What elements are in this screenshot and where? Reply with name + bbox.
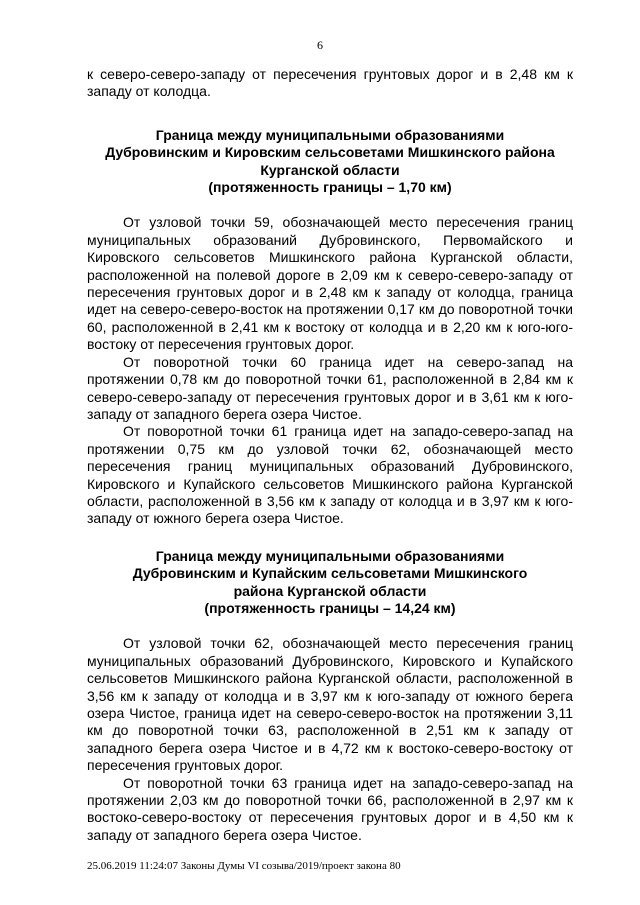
section-1-paragraph-1: От узловой точки 59, обозначающей место пересечения границ муниципальных образований Дубровинского, Первомайского и Кировского сельсоветов Мишкинского района Курганской области, расположенной на полевой дороге в 2,09 км к северо-северо-западу от пересечения грунтовых дорог и в 2,48 км к западу от колодца, граница идет на северо-северо-восток на протяжении 0,17 км до поворотной точки 60, расположенной в 2,41 км к востоку от колодца и в 2,20 км к юго-юго-востоку от пересечения грунтовых дорог. [87,214,573,353]
section-1-heading-line-4: (протяженность границы – 1,70 км) [208,179,452,196]
section-1-heading-line-3: Курганской области [260,161,400,178]
section-2-heading-line-3: района Курганской области [233,582,427,599]
section-2-heading-line-4: (протяженность границы – 14,24 км) [204,599,456,616]
section-1-heading-line-2: Дубровинским и Кировским сельсоветами Мишкинского района [105,144,555,161]
intro-paragraph: к северо-северо-западу от пересечения грунтовых дорог и в 2,48 км к западу от колодца. [87,66,573,100]
section-1-heading [87,127,573,197]
section-1-paragraph-3: От поворотной точки 61 граница идет на западо-северо-запад на протяжении 0,75 км до узловой точки 62, обозначающей место пересечения границ муниципальных образований Дубровинского, Кировского и Купайского сельсоветов Мишкинского района Курганской области, расположенной в 3,56 км к западу от колодца и в 3,97 км к юго-западу от южного берега озера Чистое. [87,423,573,527]
section-2-paragraph-1: От узловой точки 62, обозначающей место пересечения границ муниципальных образований Дубровинского, Кировского и Купайского сельсоветов Мишкинского района Курганской области, расположенной в 3,56 км к западу от колодца и в 3,97 км к юго-западу от южного берега озера Чистое, граница идет на северо-северо-восток на протяжении 3,11 км до поворотной точки 63, расположенной в 2,51 км к западу от западного берега озера Чистое и в 4,72 км к востоко-северо-востоку от пересечения грунтовых дорог. [87,635,573,774]
section-2-heading-line-1: Граница между муниципальными образованиями [155,547,505,564]
section-2-heading [87,548,573,618]
section-1-heading-line-1: Граница между муниципальными образованиями [155,126,505,143]
section-2-heading-line-2: Дубровинским и Купайским сельсоветами Мишкинского [132,565,528,582]
section-1-paragraph-2: От поворотной точки 60 граница идет на северо-запад на протяжении 0,78 км до поворотной точки 61, расположенной в 2,84 км к северо-северо-западу от пересечения грунтовых дорог и в 3,61 км к юго-западу от западного берега озера Чистое. [87,353,573,422]
footer-file-path: 25.06.2019 11:24:07 Законы Думы VI созыва/2019/проект закона 80 [87,860,401,872]
page-number: 6 [317,38,323,52]
document-body [87,66,573,844]
section-2-paragraph-2: От поворотной точки 63 граница идет на западо-северо-запад на протяжении 2,03 км до поворотной точки 66, расположенной в 2,97 км к востоко-северо-востоку от пересечения грунтовых дорог и в 4,50 км к западу от западного берега озера Чистое. [87,774,573,843]
